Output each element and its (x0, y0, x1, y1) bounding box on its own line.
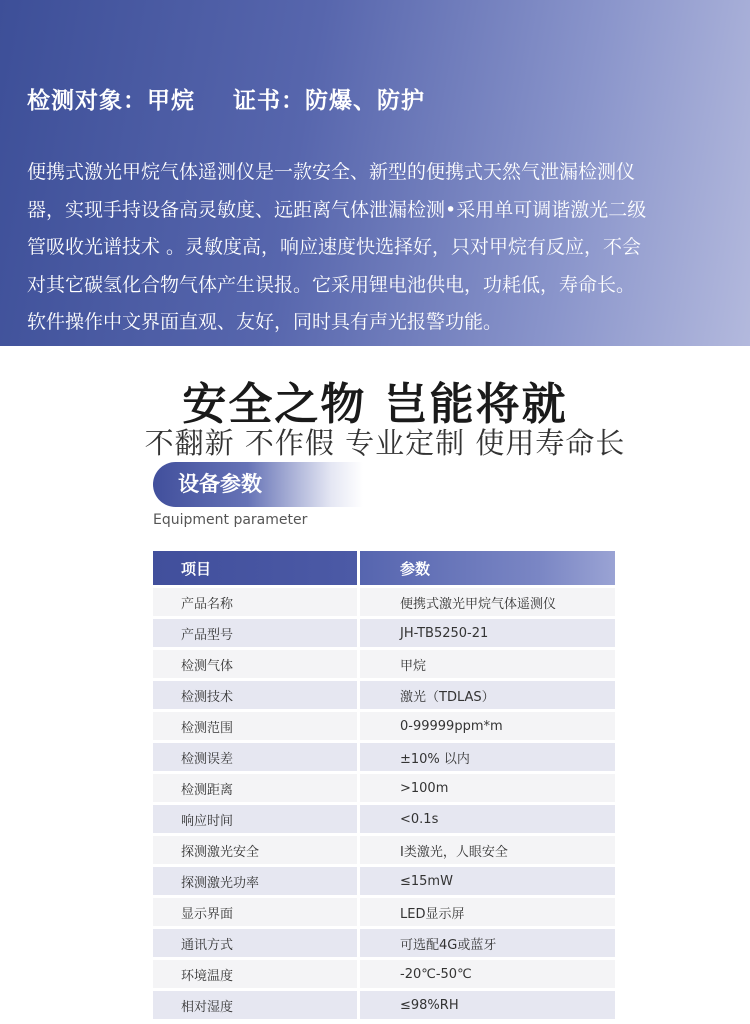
param-name: 检测范围 (153, 712, 360, 740)
param-name: 探测激光安全 (153, 836, 360, 864)
description-line: 对其它碳氢化合物气体产生误报。它采用锂电池供电，功耗低，寿命长。 (27, 273, 636, 296)
table-header-row (153, 551, 615, 585)
param-value: I类激光，人眼安全 (360, 836, 615, 864)
table-row (153, 805, 615, 833)
subject-label: 检测对象：甲烷 (27, 88, 195, 114)
table-row (153, 991, 615, 1019)
param-name: 检测误差 (153, 743, 360, 771)
param-value: 便携式激光甲烷气体遥测仪 (360, 588, 615, 616)
table-row (153, 650, 615, 678)
param-value: 可选配4G或蓝牙 (360, 929, 615, 957)
param-value: JH-TB5250-21 (360, 619, 615, 647)
param-value: 0-99999ppm*m (360, 712, 615, 740)
table-row (153, 619, 615, 647)
description-line: 管吸收光谱技术 。灵敏度高，响应速度快选择好，只对甲烷有反应，不会 (27, 236, 642, 258)
param-name: 通讯方式 (153, 929, 360, 957)
table-row (153, 929, 615, 957)
param-value: LED显示屏 (360, 898, 615, 926)
table-row (153, 588, 615, 616)
param-value: ±10% 以内 (360, 743, 615, 771)
param-value: ≤98%RH (360, 991, 615, 1019)
section-subtitle: Equipment parameter (153, 512, 308, 528)
param-name: 响应时间 (153, 805, 360, 833)
table-row (153, 867, 615, 895)
product-description (27, 154, 727, 342)
slogan-main: 安全之物 岂能将就 (182, 379, 568, 430)
table-row (153, 712, 615, 740)
parameter-table (153, 548, 615, 1022)
table-row (153, 774, 615, 802)
table-body (153, 588, 615, 1019)
section-title: 设备参数 (153, 462, 363, 507)
param-name: 环境温度 (153, 960, 360, 988)
hero-banner (0, 0, 750, 346)
header-item: 项目 (153, 551, 360, 585)
param-name: 检测距离 (153, 774, 360, 802)
description-line: 器，实现手持设备高灵敏度、远距离气体泄漏检测•采用单可调谐激光二级 (27, 198, 647, 221)
param-value: <0.1s (360, 805, 615, 833)
param-value: >100m (360, 774, 615, 802)
param-name: 产品型号 (153, 619, 360, 647)
param-name: 检测技术 (153, 681, 360, 709)
param-value: ≤15mW (360, 867, 615, 895)
table-row (153, 898, 615, 926)
table-row (153, 681, 615, 709)
param-name: 探测激光功率 (153, 867, 360, 895)
param-name: 相对湿度 (153, 991, 360, 1019)
param-value: -20℃-50℃ (360, 960, 615, 988)
certificate-label: 证书：防爆、防护 (233, 88, 425, 114)
param-value: 激光（TDLAS） (360, 681, 615, 709)
slogan-sub: 不翻新 不作假 专业定制 使用寿命长 (144, 426, 626, 460)
param-name: 检测气体 (153, 650, 360, 678)
description-line: 软件操作中文界面直观、友好，同时具有声光报警功能。 (27, 311, 503, 333)
header-value: 参数 (360, 551, 615, 585)
hero-title (27, 82, 425, 115)
param-value: 甲烷 (360, 650, 615, 678)
param-name: 显示界面 (153, 898, 360, 926)
table-row (153, 960, 615, 988)
param-name: 产品名称 (153, 588, 360, 616)
description-line: 便携式激光甲烷气体遥测仪是一款安全、新型的便携式天然气泄漏检测仪 (27, 161, 636, 183)
table-row (153, 836, 615, 864)
table-row (153, 743, 615, 771)
